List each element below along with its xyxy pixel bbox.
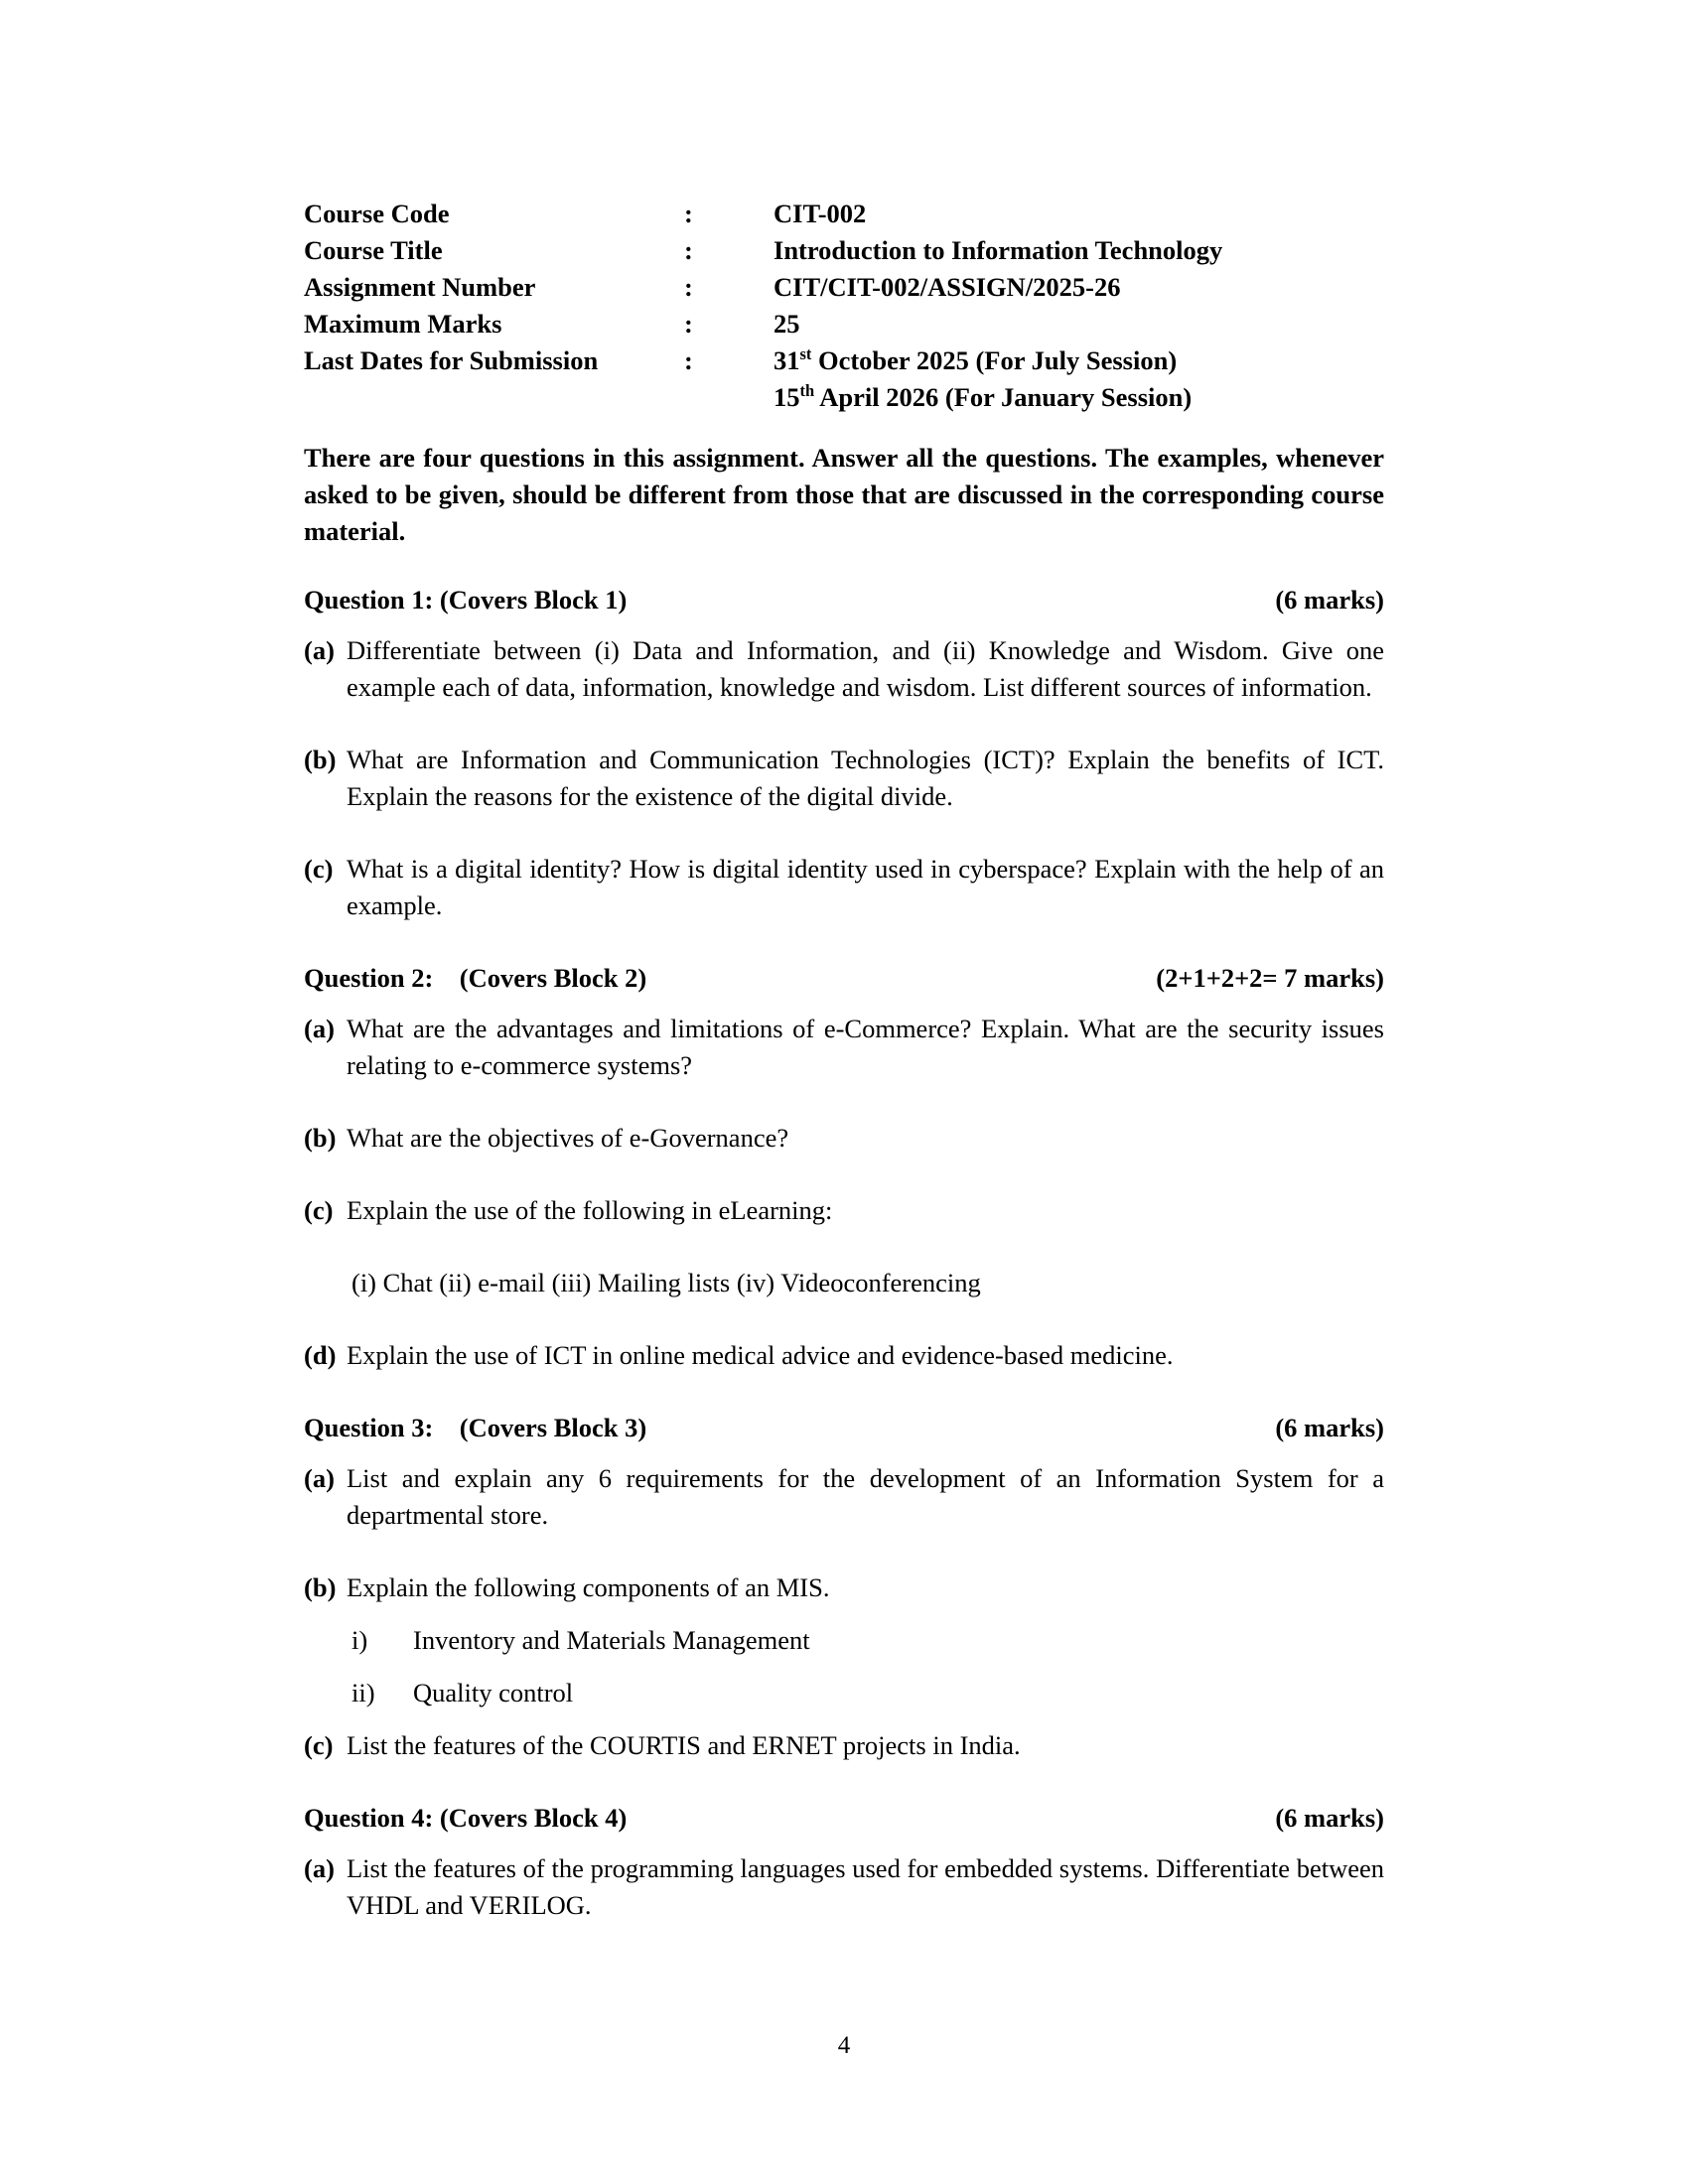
part-label: (c) (304, 1195, 334, 1225)
subitem-label: i) (352, 1625, 368, 1655)
header-row-last-dates-2 (304, 379, 1384, 416)
part-text: List the features of the programming languages used for embedded systems. Differentiate between VHDL and VERILOG. (347, 1853, 1384, 1920)
question-3-heading (304, 1410, 1384, 1446)
question-4-heading (304, 1800, 1384, 1837)
question-3-subitem-i (352, 1622, 1384, 1659)
part-label: (a) (304, 1463, 335, 1493)
part-text: What are the advantages and limitations of e-Commerce? Explain. What are the security issues relating to e-commerce systems? (347, 1014, 1384, 1080)
header-label: Maximum Marks (304, 309, 502, 339)
part-text: List and explain any 6 requirements for the development of an Information System for a departmental store. (347, 1463, 1384, 1530)
question-title: Question 2: (Covers Block 2) (304, 963, 647, 993)
header-label: Assignment Number (304, 272, 536, 302)
subitem-label: ii) (352, 1678, 375, 1707)
part-text: Explain the following components of an MIS. (347, 1572, 830, 1602)
subitem-text: Quality control (413, 1678, 574, 1707)
header-label: Course Title (304, 235, 443, 265)
question-1-heading (304, 582, 1384, 618)
part-text: What are Information and Communication Technologies (ICT)? Explain the benefits of ICT. Explain the reasons for the existence of the digital divide. (347, 745, 1384, 811)
part-label: (b) (304, 1123, 337, 1153)
part-text: Explain the use of ICT in online medical advice and evidence-based medicine. (347, 1340, 1174, 1370)
course-header (304, 196, 1384, 416)
part-label: (d) (304, 1340, 337, 1370)
header-row-maximum-marks (304, 306, 1384, 342)
question-2-part-c (304, 1192, 1384, 1229)
header-colon: : (684, 272, 693, 302)
page-content (304, 196, 1384, 1960)
header-colon: : (684, 199, 693, 228)
header-value: CIT/CIT-002/ASSIGN/2025-26 (774, 272, 1121, 302)
superscript: th (799, 381, 815, 401)
question-2-part-c-subline: (i) Chat (ii) e-mail (iii) Mailing lists (iv) Videoconferencing (352, 1268, 981, 1297)
part-label: (b) (304, 745, 337, 774)
header-label (304, 379, 684, 416)
question-title: Question 1: (Covers Block 1) (304, 585, 628, 614)
part-text: Differentiate between (i) Data and Information, and (ii) Knowledge and Wisdom. Give one example each of data, information, knowledge and wisdom. List different sources of information. (347, 635, 1384, 702)
header-row-course-title (304, 232, 1384, 269)
header-colon: : (684, 309, 693, 339)
subitem-text: Inventory and Materials Management (413, 1625, 810, 1655)
question-2-part-a (304, 1011, 1384, 1084)
header-label: Course Code (304, 199, 450, 228)
header-value: 31st October 2025 (For July Session) (774, 344, 1178, 375)
header-colon (684, 379, 774, 416)
header-row-last-dates (304, 342, 1384, 379)
question-marks: (2+1+2+2= 7 marks) (1156, 963, 1384, 993)
question-marks: (6 marks) (1275, 585, 1384, 614)
question-4-part-a (304, 1850, 1384, 1924)
header-value: Introduction to Information Technology (774, 235, 1223, 265)
question-marks: (6 marks) (1275, 1803, 1384, 1833)
question-title: Question 3: (Covers Block 3) (304, 1413, 647, 1442)
question-title: Question 4: (Covers Block 4) (304, 1803, 628, 1833)
header-value: 15th April 2026 (For January Session) (774, 381, 1193, 412)
question-3-part-b (304, 1570, 1384, 1606)
header-value: 25 (774, 309, 800, 339)
part-text: What are the objectives of e-Governance? (347, 1123, 789, 1153)
question-3-subitem-ii (352, 1675, 1384, 1711)
header-colon: : (684, 235, 693, 265)
part-text: List the features of the COURTIS and ERNET projects in India. (347, 1730, 1021, 1760)
question-2-part-d (304, 1337, 1384, 1374)
question-3-part-a (304, 1460, 1384, 1534)
part-label: (c) (304, 854, 334, 884)
part-label: (a) (304, 635, 335, 665)
question-1-part-c (304, 851, 1384, 924)
question-3-part-c (304, 1727, 1384, 1764)
question-marks: (6 marks) (1275, 1413, 1384, 1442)
header-row-course-code (304, 196, 1384, 232)
page-number: 4 (837, 2032, 851, 2059)
part-label: (b) (304, 1572, 337, 1602)
superscript: st (799, 344, 812, 364)
part-label: (a) (304, 1853, 335, 1883)
part-text: Explain the use of the following in eLearning: (347, 1195, 833, 1225)
question-1-part-a (304, 632, 1384, 706)
header-value: CIT-002 (774, 199, 867, 228)
header-label: Last Dates for Submission (304, 345, 599, 375)
question-1-part-b (304, 742, 1384, 815)
intro-paragraph: There are four questions in this assignment. Answer all the questions. The examples, whenever asked to be given, should be different from those that are discussed in the corresponding course material. (304, 443, 1384, 546)
header-colon: : (684, 345, 693, 375)
part-text: What is a digital identity? How is digital identity used in cyberspace? Explain with the help of an example. (347, 854, 1384, 920)
part-label: (a) (304, 1014, 335, 1043)
part-label: (c) (304, 1730, 334, 1760)
question-2-heading (304, 960, 1384, 997)
question-2-part-b (304, 1120, 1384, 1157)
header-row-assignment-number (304, 269, 1384, 306)
